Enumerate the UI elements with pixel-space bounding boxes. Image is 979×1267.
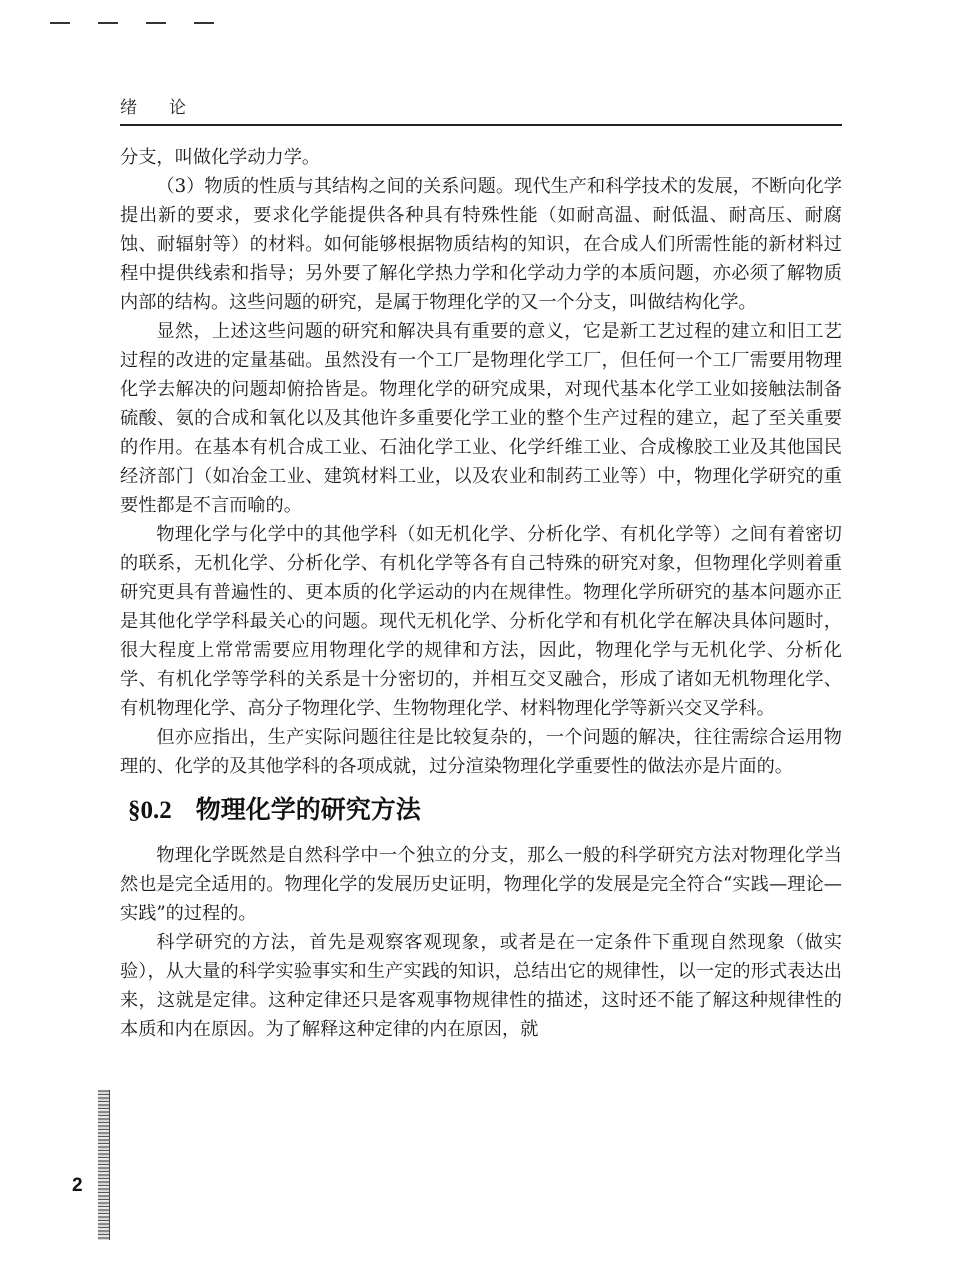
paragraph-continuation: 分支，叫做化学动力学。: [120, 147, 321, 168]
margin-dash: [50, 22, 70, 24]
paragraph-relation-other-disciplines: 物理化学与化学中的其他学科（如无机化学、分析化学、有机化学等）之间有着密切的联系，无机化学、分析化学、有机化学等各有自己特殊的研究对象，但物理化学则着重研究更具有普遍性的、更本质的化学运动的内在规律性。物理化学所研究的基本问题亦正是其他化学学科最关心的问题。现代无机化学、分析化学和有机化学在解决具体问题时，很大程度上常常需要应用物理化学的规律和方法，因此，物理化学与无机化学、分析化学、有机化学等学科的关系是十分密切的，并相互交叉融合，形成了诸如无机物理化学、有机物理化学、高分子物理化学、生物物理化学、材料物理化学等新兴交叉学科。: [120, 524, 842, 719]
paragraph-method-intro: 物理化学既然是自然科学中一个独立的分支，那么一般的科学研究方法对物理化学当然也是完全适用的。物理化学的发展历史证明，物理化学的发展是完全符合“实践—理论—实践”的过程的。: [120, 845, 842, 924]
margin-dash: [146, 22, 166, 24]
section-title: 物理化学的研究方法: [195, 795, 421, 824]
page-body: [120, 143, 842, 1044]
binding-edge-strip: [98, 1090, 110, 1240]
margin-dash: [98, 22, 118, 24]
section-number: §0.2: [128, 797, 172, 824]
page-number: 2: [72, 1175, 83, 1196]
margin-dash: [194, 22, 214, 24]
section-heading: [128, 789, 842, 832]
running-header: [120, 96, 842, 126]
paragraph-scientific-method: 科学研究的方法，首先是观察客观现象，或者是在一定条件下重现自然现象（做实验），从大量的科学实验事实和生产实践的知识，总结出它的规律性，以一定的形式表达出来，这就是定律。这种定律还只是客观事物规律性的描述，这时还不能了解这种规律性的本质和内在原因。为了解释这种定律的内在原因，就: [120, 932, 842, 1040]
paragraph-caveat: 但亦应指出，生产实际问题往往是比较复杂的，一个问题的解决，往往需综合运用物理的、化学的及其他学科的各项成就，过分渲染物理化学重要性的做法亦是片面的。: [120, 727, 842, 777]
header-rule: [120, 124, 842, 126]
paragraph-structure-chemistry: （3）物质的性质与其结构之间的关系问题。现代生产和科学技术的发展，不断向化学提出新的要求，要求化学能提供各种具有特殊性能（如耐高温、耐低温、耐高压、耐腐蚀、耐辐射等）的材料。如何能够根据物质结构的知识，在合成人们所需性能的新材料过程中提供线索和指导；另外要了解化学热力学和化学动力学的本质问题，亦必须了解物质内部的结构。这些问题的研究，是属于物理化学的又一个分支，叫做结构化学。: [120, 176, 842, 313]
top-margin-marks: [50, 22, 214, 24]
paragraph-significance: 显然，上述这些问题的研究和解决具有重要的意义，它是新工艺过程的建立和旧工艺过程的改进的定量基础。虽然没有一个工厂是物理化学工厂，但任何一个工厂需要用物理化学去解决的问题却俯拾皆是。物理化学的研究成果，对现代基本化学工业如接触法制备硫酸、氨的合成和氧化以及其他许多重要化学工业的整个生产过程的建立，起了至关重要的作用。在基本有机合成工业、石油化学工业、化学纤维工业、合成橡胶工业及其他国民经济部门（如冶金工业、建筑材料工业，以及农业和制药工业等）中，物理化学研究的重要性都是不言而喻的。: [120, 321, 842, 516]
header-title: 绪论: [120, 98, 218, 118]
